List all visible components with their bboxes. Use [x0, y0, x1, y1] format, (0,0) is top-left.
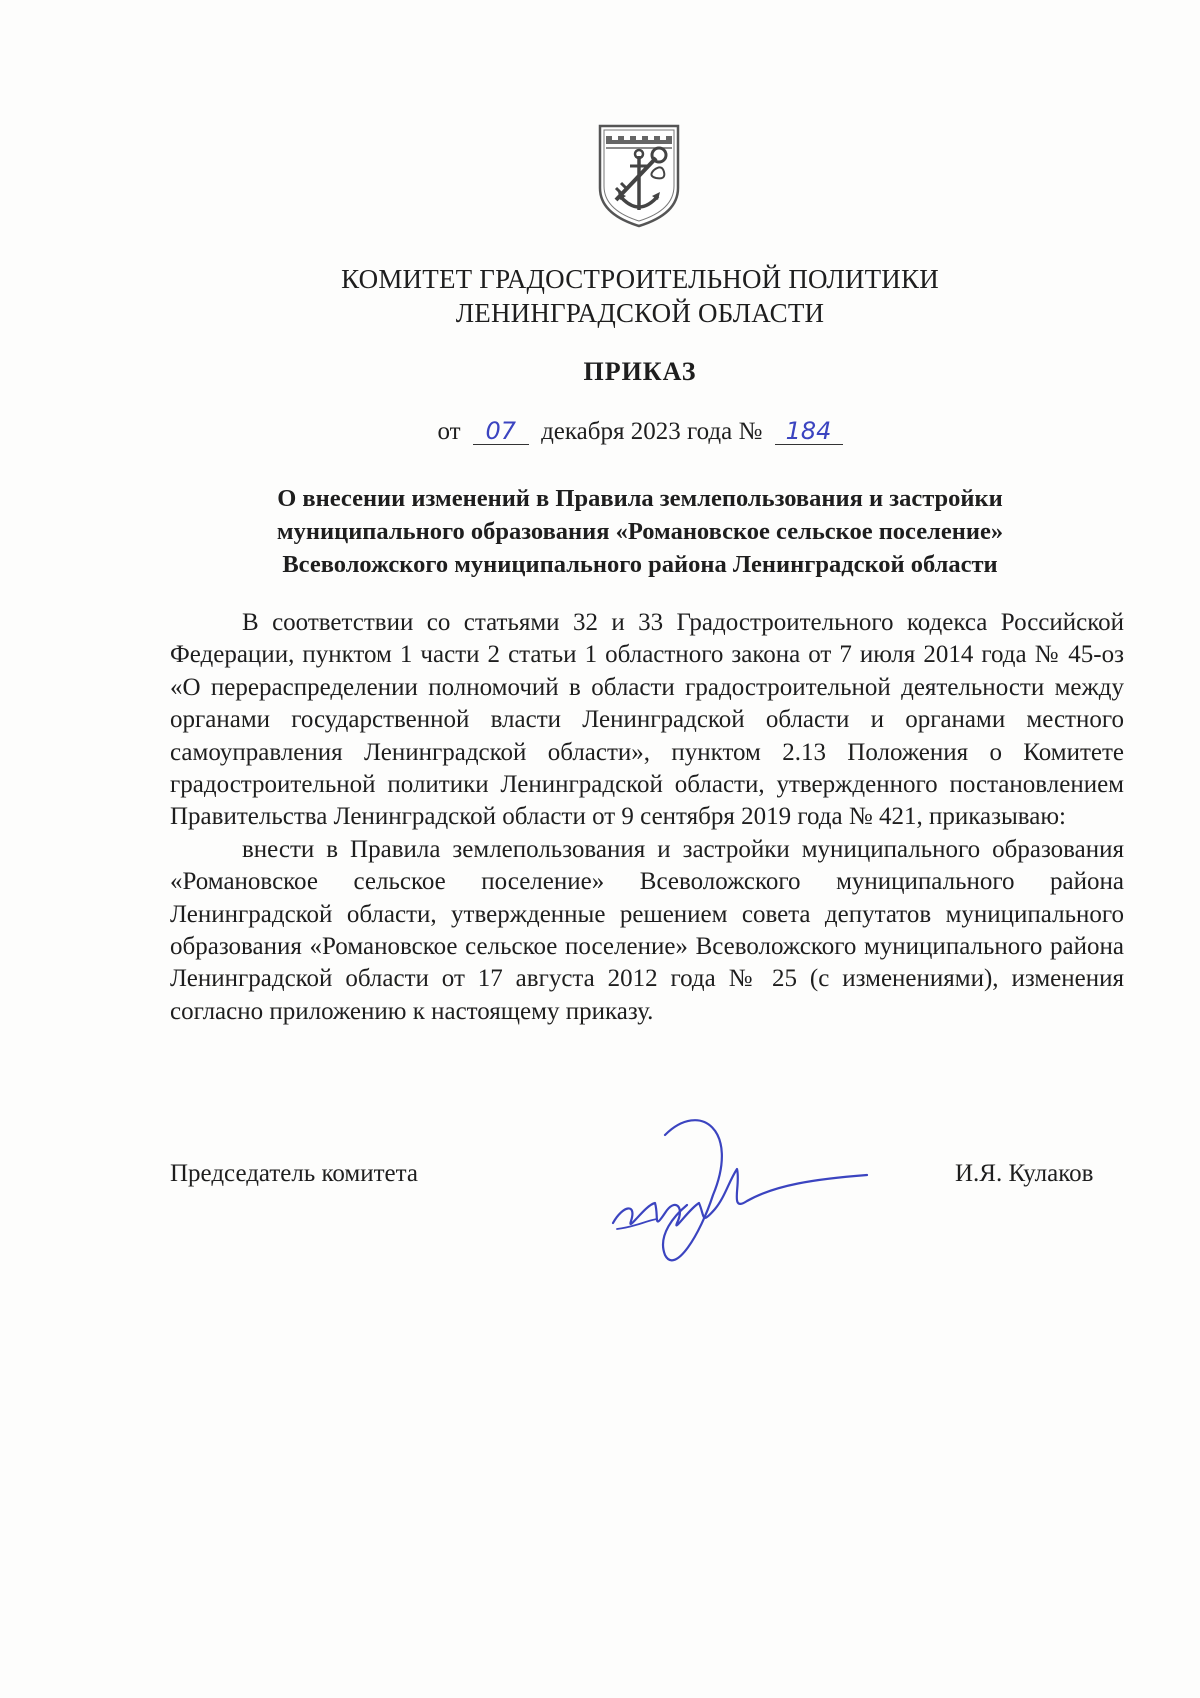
signer-position: Председатель комитета	[170, 1160, 418, 1187]
handwritten-signature	[605, 1105, 875, 1275]
body-paragraph-2: внести в Правила землепользования и застройки муниципального образования «Романовское сельское поселение» Всеволожского муниципального района Ленинградской области, утвержденные решением совета депутатов муниципального образования «Романовское сельское поселение» Всеволожского муниципального района Ленинградской области от 17 августа 2012 года № 25 (с изменениями), изменения согласно приложению к настоящему приказу.	[170, 835, 1124, 1025]
signer-name: И.Я. Кулаков	[955, 1160, 1094, 1187]
title-line3: Всеволожского муниципального района Ленинградской области	[282, 551, 998, 578]
document-body	[170, 607, 1124, 1028]
title-line2: муниципального образования «Романовское сельское поселение»	[276, 518, 1004, 545]
document-title	[170, 482, 1110, 581]
organization-name-line2: ЛЕНИНГРАДСКОЙ ОБЛАСТИ	[455, 298, 825, 328]
date-prefix: от	[437, 418, 461, 445]
title-line1: О внесении изменений в Правила землепользования и застройки	[277, 485, 1003, 512]
date-line	[170, 418, 1110, 446]
coat-of-arms-emblem	[596, 122, 682, 230]
handwritten-order-number: 184	[775, 418, 843, 445]
body-paragraph-1: В соответствии со статьями 32 и 33 Градостроительного кодекса Российской Федерации, пунктом 1 части 2 статьи 1 областного закона от 7 июля 2014 года № 45-оз «О перераспределении полномочий в области градостроительной деятельности между органами государственной власти Ленинградской области и органами местного самоуправления Ленинградской области», пунктом 2.13 Положения о Комитете градостроительной политики Ленинградской области, утвержденного постановлением Правительства Ленинградской области от 9 сентября 2019 года № 421, приказываю:	[170, 609, 1124, 831]
handwritten-day: 07	[473, 418, 529, 445]
organization-header	[170, 262, 1110, 330]
date-month-year: декабря 2023 года №	[541, 418, 763, 445]
organization-name-line1: КОМИТЕТ ГРАДОСТРОИТЕЛЬНОЙ ПОЛИТИКИ	[341, 264, 939, 294]
document-type: ПРИКАЗ	[583, 357, 697, 386]
